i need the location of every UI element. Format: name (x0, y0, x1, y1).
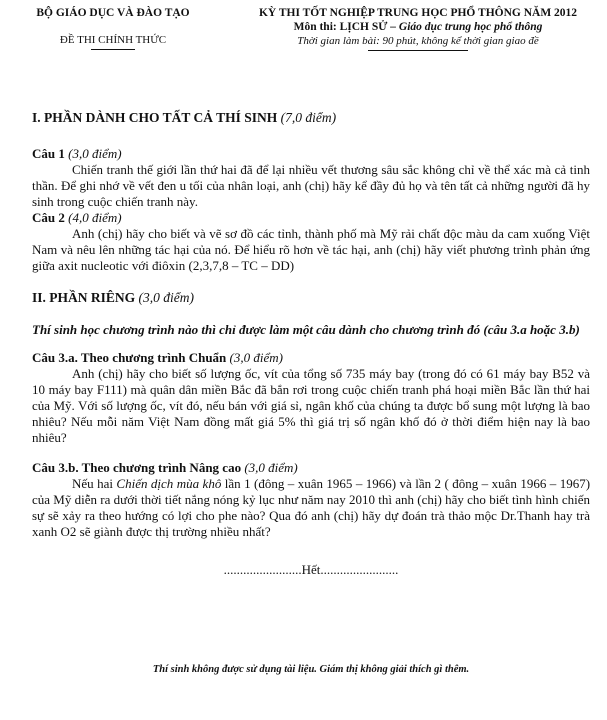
official-exam-label: ĐỀ THI CHÍNH THỨC (59, 34, 167, 46)
question-3b-text (32, 476, 590, 540)
section-1-points: (7,0 điểm) (280, 110, 337, 125)
ministry-name: BỘ GIÁO DỤC VÀ ĐÀO TẠO (36, 7, 190, 19)
question-3a-label: Câu 3.a. Theo chương trình Chuẩn (32, 350, 227, 365)
question-2-text: Anh (chị) hãy cho biết và vẽ sơ đồ các tỉnh, thành phố mà Mỹ rải chất độc màu da cam xuống Việt Nam và nêu lên những tác hại của nó. Để hiểu rõ hơn về tác hại, anh (chị) hãy viết phương trình phản ứng giữa axit nucleotic với điôxin (2,3,7,8 – TC – DD) (32, 226, 590, 273)
subject-line (232, 20, 604, 34)
footer-note: Thí sinh không được sử dụng tài liệu. Giám thị không giải thích gì thêm. (152, 664, 470, 675)
subject-level: – Giáo dục trung học phổ thông (390, 21, 543, 33)
section-2-note: Thí sinh học chương trình nào thì chỉ được làm một câu dành cho chương trình đó (câu 3.a hoặc 3.b) (32, 322, 580, 337)
section-2-heading (32, 290, 590, 306)
question-1-heading (32, 146, 590, 162)
exam-title: KỲ THI TỐT NGHIỆP TRUNG HỌC PHỔ THÔNG NĂM 2012 (258, 7, 578, 19)
subject-name: LỊCH SỬ (339, 21, 388, 33)
subject-label: Môn thi: (293, 21, 337, 33)
header-left (8, 6, 218, 50)
campaign-name: Chiến dịch mùa khô (116, 476, 222, 491)
question-3b-text-rest: lần 1 (đông – xuân 1965 – 1966) và lần 2 ( đông – xuân 1966 – 1967) của Mỹ diễn ra dưới thời tiết nắng nóng kỷ lục như năm nay 2010 thì anh (chị) hãy cho biết tình hình chiến sự sẽ xảy ra theo hướng có lợi cho phe nào? Qua đó anh (chị) hãy dự đoán trà thảo mộc Dr.Thanh hay trà xanh O2 sẽ giành được thị trường nhiều nhất? (32, 476, 591, 539)
question-3b-heading (32, 460, 590, 476)
question-3b-points: (3,0 điểm) (244, 460, 298, 475)
question-3b-label: Câu 3.b. Theo chương trình Nâng cao (32, 460, 242, 475)
section-2-title: II. PHẦN RIÊNG (32, 290, 136, 305)
question-3a-heading (32, 350, 590, 366)
question-2-label: Câu 2 (32, 210, 65, 225)
section-2-points: (3,0 điểm) (138, 290, 194, 305)
header-right (232, 6, 604, 51)
question-3a-points: (3,0 điểm) (229, 350, 283, 365)
question-1-points: (3,0 điểm) (68, 146, 122, 161)
question-1-label: Câu 1 (32, 146, 65, 161)
question-3b-text-start: Nếu hai (72, 476, 117, 491)
header-left-rule (91, 49, 135, 50)
question-2-points: (4,0 điểm) (68, 210, 122, 225)
question-2-heading (32, 210, 590, 226)
exam-duration: Thời gian làm bài: 90 phút, không kể thời gian giao đề (297, 35, 539, 47)
header-right-rule (368, 50, 468, 51)
section-1-title: I. PHẦN DÀNH CHO TẤT CẢ THÍ SINH (32, 110, 278, 125)
end-mark: ........................Hết........................ (223, 562, 399, 577)
section-1-heading (32, 110, 590, 126)
question-1-text: Chiến tranh thế giới lần thứ hai đã để lại nhiều vết thương sâu sắc không chỉ về thể xác mà cả tinh thần. Để ghi nhớ về vết đen u tối của nhân loại, anh (chị) hãy kể đầy đủ họ và tên tất cả những người đã hy sinh trong cuộc chiến tranh này. (32, 162, 590, 209)
exam-content (32, 110, 590, 578)
question-3a-text: Anh (chị) hãy cho biết số lượng ốc, vít của tổng số 735 máy bay (trong đó có 61 máy bay B52 và 10 máy bay F111) mà quân dân miền Bắc đã bắn rơi trong cuộc chiến tranh phá hoại miền Bắc lần thứ hai của Mỹ. Với số lượng ốc, vít đó, nếu bán với giá sỉ, ngân khố của chúng ta được bổ sung một lượng là bao nhiêu? Nếu mỗi năm Việt Nam đồng mất giá 5% thì giá trị số ngân khố đó ở thời điểm hiện nay là bao nhiêu? (32, 366, 590, 445)
